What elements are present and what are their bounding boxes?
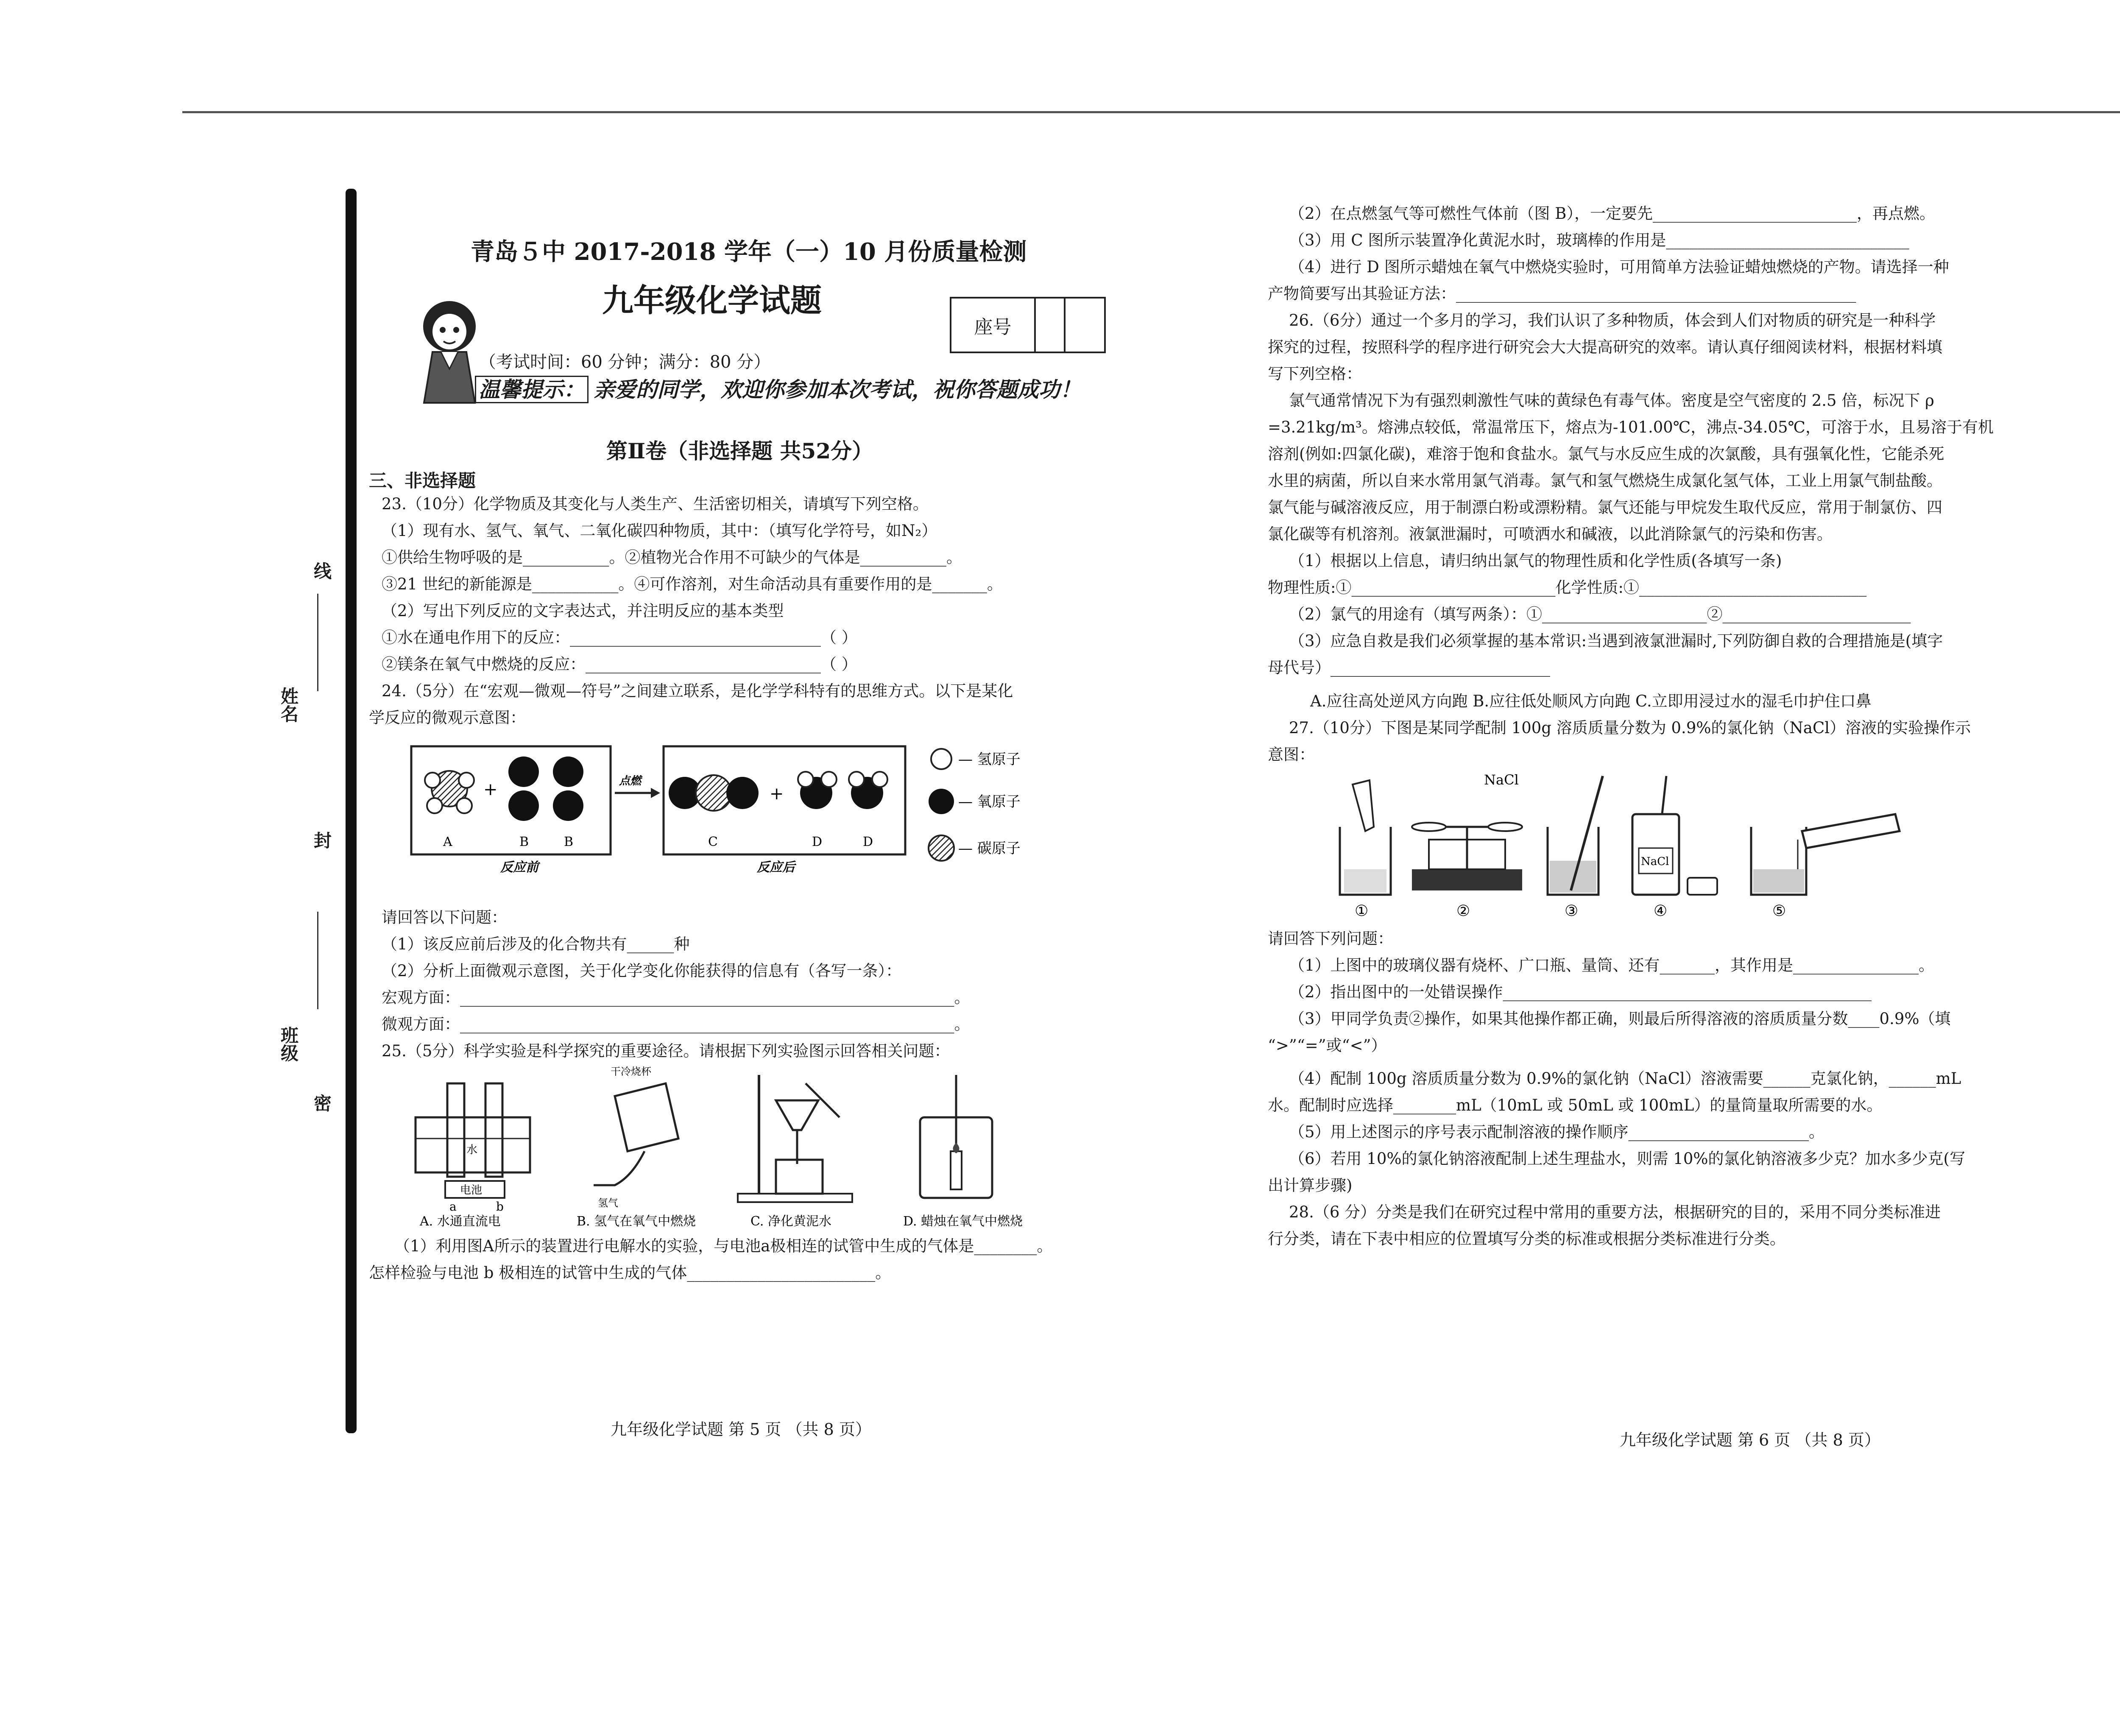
chlorine-text-2: =3.21kg/m³。熔沸点较低，常温常压下，熔点为-101.00℃，沸点-34.05℃，可溶于水，且易溶于有机 <box>1268 418 1994 436</box>
hint-text: 亲爱的同学，欢迎你参加本次考试，祝你答题成功！ <box>593 377 1081 402</box>
q27-intro-cont: 意图： <box>1268 745 1315 764</box>
q26-sub3: （3）应急自救是我们必须掌握的基本常识:当遇到液氯泄漏时,下列防御自救的合理措施是(填字 <box>1289 632 1943 650</box>
q23-line-4: ③21 世纪的新能源是___________。④可作溶剂，对生命活动具有重要作用的是_______。 <box>382 575 1003 593</box>
exam-info: （考试时间：60 分钟；满分：80 分） <box>479 352 771 372</box>
q25-sub4: （4）进行 D 图所示蜡烛在氧气中燃烧实验时，可用简单方法验证蜡烛燃烧的产物。请选择一种 <box>1289 258 1949 276</box>
hydrogen-atom <box>425 773 440 788</box>
oxygen-atom <box>553 790 583 821</box>
hint-row <box>475 377 1081 402</box>
side-label-name: 姓名 <box>278 687 299 723</box>
oxygen-atom <box>508 756 539 787</box>
chlorine-text-5: 氯气能与碱溶液反应，用于制漂白粉或漂粉精。氯气还能与甲烷发生取代反应，常用于制氯仿、四 <box>1268 498 1942 516</box>
right-footer: 九年级化学试题 第 6 页 （共 8 页） <box>1620 1431 1880 1449</box>
side-label-class: 班级 <box>278 1026 299 1062</box>
letter-b2: B <box>564 835 574 849</box>
q24-macro: 宏观方面：_______________________________________________________________。 <box>382 988 970 1007</box>
legend-oxygen: — 氧原子 <box>958 793 1021 810</box>
q24-sub2: （2）分析上面微观示意图，关于化学变化你能获得的信息有（各写一条）： <box>382 962 902 980</box>
q26-intro-2: 探究的过程，按照科学的程序进行研究会大大提高研究的效率。请认真仔细阅读材料，根据材料填 <box>1268 338 1942 356</box>
q24-sub1: （1）该反应前后涉及的化合物共有______种 <box>382 935 690 953</box>
q24-ask: 请回答以下问题： <box>382 908 507 927</box>
seat-label: 座号 <box>951 299 1036 352</box>
step-1: ① <box>1355 902 1369 920</box>
q24-line-2: 学反应的微观示意图： <box>369 709 526 727</box>
q27-intro: 27.（10分）下图是某同学配制 100g 溶质质量分数为 0.9%的氯化钠（NaCl）溶液的实验操作示 <box>1289 719 1971 737</box>
q25-sub2: （2）在点燃氢气等可燃性气体前（图 B），一定要先__________________________，再点燃。 <box>1289 204 1935 223</box>
legend-carbon: — 碳原子 <box>958 840 1021 857</box>
q27-sub3: （3）甲同学负责②操作，如果其他操作都正确，则最后所得溶液的溶质质量分数____0.9%（填 <box>1289 1010 1951 1028</box>
q23-line-5: （2）写出下列反应的文字表达式，并注明反应的基本类型 <box>382 602 784 620</box>
legend-carbon-icon <box>929 835 954 861</box>
side-label-secret: 密 <box>311 1094 332 1112</box>
q27-sub2: （2）指出图中的一处错误操作_______________________________________________ <box>1289 983 1872 1001</box>
solution-prep-figure <box>1327 768 1963 920</box>
volume-title: 第Ⅱ卷（非选择题 共52分） <box>606 438 873 463</box>
legend-hydrogen-icon <box>931 749 951 769</box>
q27-sub1: （1）上图中的玻璃仪器有烧杯、广口瓶、量筒、还有_______，其作用是________________。 <box>1289 956 1935 974</box>
legend-oxygen-icon <box>929 789 954 814</box>
q23-line-3: ①供给生物呼吸的是___________。②植物光合作用不可缺少的气体是___________。 <box>382 548 962 567</box>
q25-intro: 25.（5分）科学实验是科学探究的重要途径。请根据下列实验图示回答相关问题： <box>382 1042 950 1060</box>
bottle-nacl-label: NaCl <box>1641 855 1669 868</box>
scanned-pages <box>339 178 2120 1493</box>
chlorine-text-1: 氯气通常情况下为有强烈刺激性气味的黄绿色有毒气体。密度是空气密度的 2.5 倍，标况下 ρ <box>1289 391 1934 410</box>
h2-label: 氢气 <box>598 1197 618 1209</box>
q24-micro: 微观方面：_______________________________________________________________。 <box>382 1015 970 1033</box>
condition-label: 点燃 <box>619 775 642 787</box>
q23-line-6: ①水在通电作用下的反应：________________________________（ ） <box>382 628 857 647</box>
seat-box <box>950 297 1106 353</box>
top-rule <box>182 111 2120 113</box>
oxygen-atom <box>508 790 539 821</box>
subject-title: 九年级化学试题 <box>602 282 822 319</box>
q26-sub3-cont: 母代号）____________________________ <box>1268 659 1550 677</box>
q26-intro-1: 26.（6分）通过一个多月的学习，我们认识了多种物质，体会到人们对物质的研究是一种科学 <box>1289 311 1936 329</box>
water-label: 水 <box>466 1144 478 1156</box>
letter-d2: D <box>863 835 873 849</box>
q23-line-2: （1）现有水、氢气、氧气、二氧化碳四种物质，其中：（填写化学符号，如N₂） <box>382 522 937 540</box>
side-label-line: 线 <box>311 562 332 580</box>
q28-intro: 28.（6 分）分类是我们在研究过程中常用的重要方法，根据研究的目的，采用不同分类标准进 <box>1289 1203 1941 1221</box>
letter-a: A <box>443 835 452 849</box>
q27-sub4: （4）配制 100g 溶质质量分数为 0.9%的氯化钠（NaCl）溶液需要______克氯化钠，______mL <box>1289 1069 1961 1088</box>
letter-b1: B <box>519 835 529 849</box>
letter-c: C <box>708 835 718 849</box>
after-label: 反应后 <box>757 860 795 875</box>
q27-ask: 请回答下列问题： <box>1268 929 1393 948</box>
chlorine-text-6: 氯化碳等有机溶剂。液氯泄漏时，可喷洒水和碱液，以此消除氯气的污染和伤害。 <box>1268 525 1833 543</box>
side-label-seal: 封 <box>311 831 332 849</box>
q27-sub6: （6）若用 10%的氯化钠溶液配制上述生理盐水，则需 10%的氯化钠溶液多少克？加水多少克(写 <box>1289 1150 1965 1168</box>
step-5: ⑤ <box>1772 902 1786 920</box>
q26-sub1: （1）根据以上信息，请归纳出氯气的物理性质和化学性质(各填写一条) <box>1289 552 1782 570</box>
section-title: 三、非选择题 <box>369 470 476 491</box>
hydrogen-atom <box>459 773 474 788</box>
caption-c: C. 净化黄泥水 <box>750 1214 831 1228</box>
plus-sign-1: + <box>483 780 498 799</box>
q25-sub3: （3）用 C 图所示装置净化黄泥水时，玻璃棒的作用是_______________________________ <box>1289 231 1909 249</box>
q27-sub3-cont: “>”“=”或“<”） <box>1268 1036 1387 1055</box>
class-blank <box>317 912 318 1009</box>
step-2: ② <box>1456 902 1470 920</box>
q24-line-1: 24.（5分）在“宏观—微观—符号”之间建立联系，是化学学科特有的思维方式。以下是某化 <box>382 682 1013 700</box>
nacl-label: NaCl <box>1484 772 1519 788</box>
b-label: b <box>496 1200 504 1214</box>
battery-label: 电池 <box>460 1184 483 1197</box>
chlorine-text-4: 水里的病菌，所以自来水常用氯气消毒。氯气和氢气燃烧生成氯化氢气体，工业上用氯气制盐酸。 <box>1268 472 1942 490</box>
q25-sub1: （1）利用图A所示的装置进行电解水的实验，与电池a极相连的试管中生成的气体是________。 <box>394 1237 1053 1255</box>
experiment-figures <box>411 1066 1132 1228</box>
q27-sub5: （5）用上述图示的序号表示配制溶液的操作顺序_______________________。 <box>1289 1123 1825 1141</box>
beaker-label: 干冷烧杯 <box>611 1066 651 1077</box>
q27-sub6-cont: 出计算步骤) <box>1268 1176 1353 1195</box>
hint-label: 温馨提示： <box>475 376 589 403</box>
reaction-diagram <box>409 742 1138 886</box>
q26-intro-3: 写下列空格： <box>1268 365 1362 383</box>
step-4: ④ <box>1654 902 1668 920</box>
before-label: 反应前 <box>500 860 538 875</box>
q26-options: A.应往高处逆风方向跑 B.应往低处顺风方向跑 C.立即用浸过水的湿毛巾护住口鼻 <box>1310 692 1872 710</box>
plus-sign-2: + <box>770 784 784 804</box>
caption-b: B. 氢气在氧气中燃烧 <box>577 1214 696 1228</box>
exam-header: 青岛５中 2017-2018 学年（一）10 月份质量检测 <box>471 238 1027 266</box>
hydrogen-atom <box>427 798 442 813</box>
q23-line-7: ②镁条在氧气中燃烧的反应：______________________________（ ） <box>382 655 857 673</box>
left-footer: 九年级化学试题 第 5 页 （共 8 页） <box>611 1420 871 1439</box>
hydrogen-atom <box>457 798 472 813</box>
caption-d: D. 蜡烛在氧气中燃烧 <box>903 1214 1023 1228</box>
a-label: a <box>449 1200 457 1214</box>
letter-d1: D <box>812 835 823 849</box>
name-blank <box>317 594 318 691</box>
q26-sub1-blanks: 物理性质:①__________________________化学性质:①_____________________________ <box>1268 578 1867 597</box>
q28-intro-cont: 行分类，请在下表中相应的位置填写分类的标准或根据分类标准进行分类。 <box>1268 1230 1785 1248</box>
q26-sub2: （2）氯气的用途有（填写两条）：①_____________________②________________________ <box>1289 605 1911 623</box>
q23-line-1: 23.（10分）化学物质及其变化与人类生产、生活密切相关，请填写下列空格。 <box>382 495 929 513</box>
step-3: ③ <box>1565 902 1579 920</box>
oxygen-atom <box>553 756 583 787</box>
q27-sub4-cont: 水。配制时应选择________mL（10mL 或 50mL 或 100mL）的量筒量取所需要的水。 <box>1268 1096 1883 1114</box>
legend-hydrogen: — 氢原子 <box>958 751 1021 768</box>
q25-sub1-cont: 怎样检验与电池 b 极相连的试管中生成的气体________________________。 <box>369 1264 891 1282</box>
chlorine-text-3: 溶剂(例如:四氯化碳)，难溶于饱和食盐水。氯气与水反应生成的次氯酸，具有强氧化性，它能杀死 <box>1268 445 1944 463</box>
caption-a: A. 水通直流电 <box>420 1214 501 1228</box>
cartoon-girl-icon <box>416 297 483 407</box>
q25-sub4-cont: 产物简要写出其验证方法：___________________________________________________ <box>1268 285 1856 303</box>
